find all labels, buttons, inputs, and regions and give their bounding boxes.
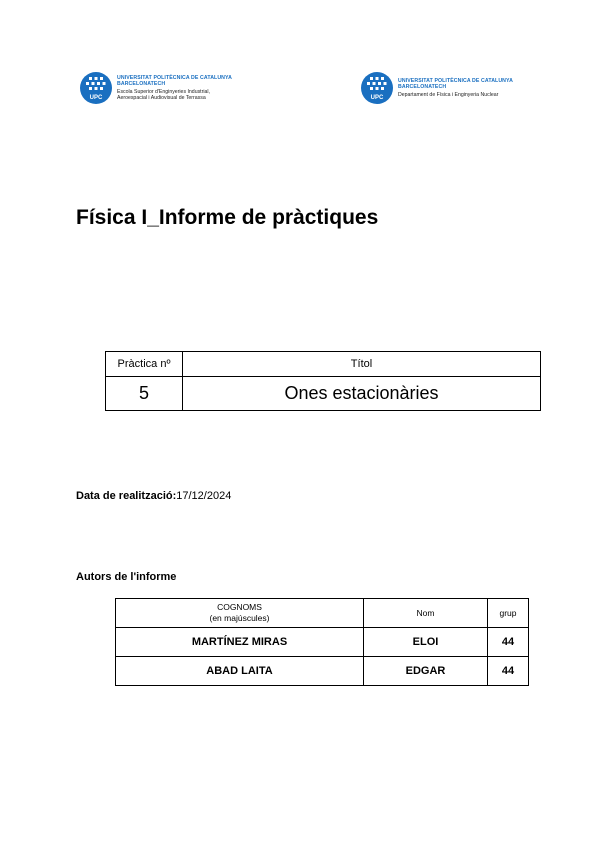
date-line — [76, 490, 231, 502]
author-surname: ABAD LAITA — [116, 657, 364, 686]
practica-title-header: Títol — [183, 352, 541, 377]
author-group: 44 — [488, 628, 529, 657]
page-title: Física I_Informe de pràctiques — [76, 206, 379, 229]
school-name-line2: Aeroespacial i Audiovisual de Terrassa — [117, 95, 206, 101]
table-row — [116, 657, 529, 686]
university-name: UNIVERSITAT POLITÈCNICA DE CATALUNYA — [398, 78, 513, 84]
author-group: 44 — [488, 657, 529, 686]
upc-emblem-icon — [80, 72, 112, 104]
group-column-header: grup — [488, 599, 529, 628]
practica-title: Ones estacionàries — [183, 377, 541, 411]
practica-number-header: Pràctica nº — [106, 352, 183, 377]
authors-table — [115, 598, 529, 686]
surname-column-header — [116, 599, 364, 628]
author-name: ELOI — [364, 628, 488, 657]
surname-header-line2: (en majúscules) — [209, 613, 270, 623]
table-row — [116, 628, 529, 657]
upc-logo-right — [361, 72, 513, 104]
department-name: Departament de Física i Enginyeria Nuclear — [398, 92, 499, 98]
practica-number: 5 — [106, 377, 183, 411]
author-surname: MARTÍNEZ MIRAS — [116, 628, 364, 657]
surname-header-line1: COGNOMS — [217, 602, 262, 612]
upc-acronym: UPC — [370, 95, 384, 101]
authors-heading: Autors de l'informe — [76, 571, 177, 583]
university-name: UNIVERSITAT POLITÈCNICA DE CATALUNYA — [117, 75, 232, 81]
upc-acronym: UPC — [89, 95, 103, 101]
date-label: Data de realització: — [76, 490, 177, 502]
date-value: 17/12/2024 — [176, 490, 232, 502]
barcelonatech-label: BARCELONATECH — [117, 81, 166, 87]
upc-emblem-icon — [361, 72, 393, 104]
practica-table — [105, 351, 541, 411]
author-name: EDGAR — [364, 657, 488, 686]
upc-logo-left — [80, 72, 232, 104]
barcelonatech-label: BARCELONATECH — [398, 84, 447, 90]
name-column-header: Nom — [364, 599, 488, 628]
school-name-line1: Escola Superior d'Enginyeries Industrial, — [117, 89, 210, 95]
